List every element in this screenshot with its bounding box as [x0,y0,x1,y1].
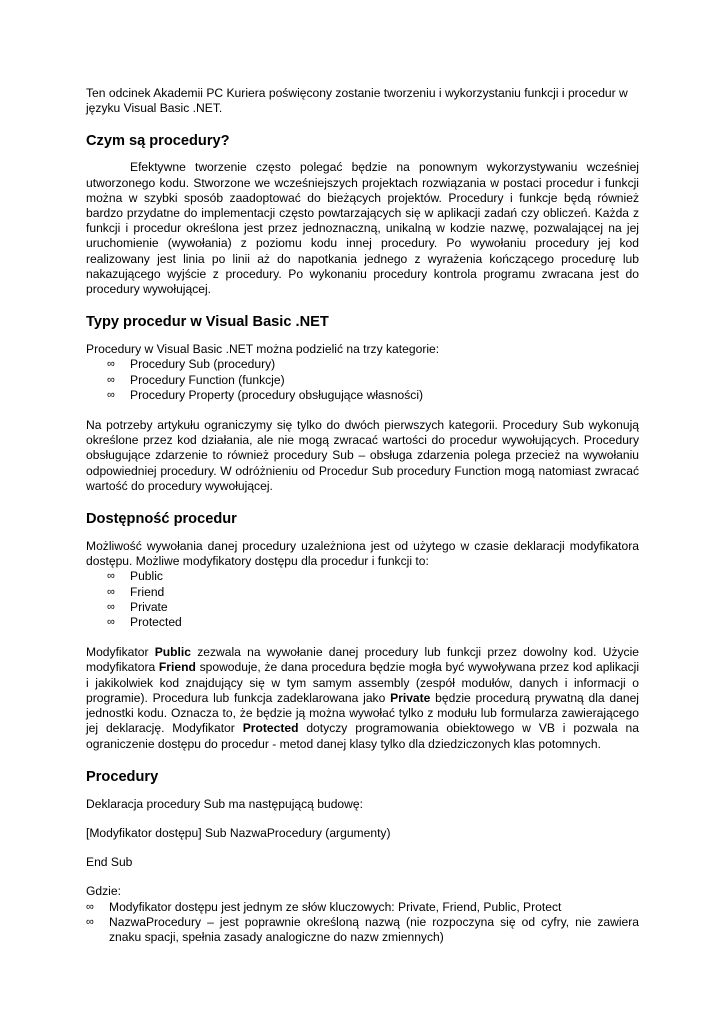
list-item: ∞ Modyfikator dostępu jest jednym ze słów kluczowych: Private, Friend, Public, Protect [86,899,562,914]
infinity-bullet-icon: ∞ [107,373,115,386]
procedures-syntax-line: [Modyfikator dostępu] Sub NazwaProcedury (argumenty) [86,825,391,840]
list-item: ∞ Procedury Property (procedury obsługujące własności) [107,387,424,402]
list-item: ∞ Procedury Sub (procedury) [107,357,276,372]
intro-paragraph: Ten odcinek Akademii PC Kuriera poświęcony zostanie tworzeniu i wykorzystaniu funkcji i procedur w języku Visual Basic .NET. [86,86,628,116]
heading-what-are-procedures: Czym są procedury? [86,133,230,150]
list-item: ∞ Procedury Function (funkcje) [107,372,285,387]
document-page [86,86,639,945]
heading-procedure-types: Typy procedur w Visual Basic .NET [86,314,329,331]
list-item: ∞ NazwaProcedury – jest poprawnie określoną nazwą (nie rozpoczyna się od cyfry, nie zawiera znaku spacji, spełnia zasady analogiczne do nazw zmiennych) [86,914,639,944]
procedures-where-label: Gdzie: [86,884,121,899]
keyword-private: Private [390,690,431,705]
infinity-bullet-icon: ∞ [107,600,115,613]
keyword-friend: Friend [158,660,196,675]
procedures-declaration-intro: Deklaracja procedury Sub ma następującą budowę: [86,796,363,811]
heading-procedures: Procedury [86,768,159,785]
procedure-types-lead: Procedury w Visual Basic .NET można podzielić na trzy kategorie: [86,342,440,357]
access-modifiers-list [86,569,639,630]
infinity-bullet-icon: ∞ [86,900,94,913]
procedures-end-sub: End Sub [86,855,133,870]
infinity-bullet-icon: ∞ [107,585,115,598]
list-item: ∞ Private [107,599,168,614]
procedure-types-paragraph: Na potrzeby artykułu ograniczymy się tylko do dwóch pierwszych kategorii. Procedury Sub wykonują określone przez kod działania, ale nie mogą zwracać wartości do procedur wywołujących. Procedury obsługujące zdarzenie to również procedury Sub – obsługa zdarzenia polega przecież na wywołaniu odpowiedniej procedury. W odróżnieniu od Procedur Sub procedury Function mogą natomiast zwracać wartość do procedury wywołującej. [86,418,639,493]
infinity-bullet-icon: ∞ [107,358,115,371]
keyword-protected: Protected [242,721,299,736]
procedure-types-list [86,357,639,403]
heading-procedure-access: Dostępność procedur [86,511,237,528]
infinity-bullet-icon: ∞ [107,570,115,583]
paragraph-what-are-procedures: Efektywne tworzenie często polegać będzie na ponownym wykorzystywaniu wcześniej utworzonego kodu. Stworzone we wcześniejszych projektach rozwiązania w postaci procedur i funkcji można w szybki sposób zaadoptować do bieżących projektów. Procedury i funkcje będą również bardzo przydatne do implementacji często powtarzających się w aplikacji zadań czy obliczeń. Każda z funkcji i procedur określona jest przez jednoznaczną, unikalną w kodzie nazwę, pozwalającej na jej uruchomienie (wywołania) z poziomu kodu innej procedury. Po wywołaniu procedury jej kod realizowany jest linia po linii aż do napotkania jednego z wyrażenia kończącego procedurę lub nakazującego wyjście z procedury. Po wykonaniu procedury kontrola programu zwracana jest do procedury wywołującej. [86,160,639,297]
infinity-bullet-icon: ∞ [107,388,115,401]
procedure-access-lead: Możliwość wywołania danej procedury uzależniona jest od użytego w czasie deklaracji modyfikatora dostępu. Możliwe modyfikatory dostępu dla procedur i funkcji to: [86,539,639,569]
procedures-definition-list [86,900,639,946]
access-modifiers-paragraph: Modyfikator Public zezwala na wywołanie danej procedury lub funkcji przez dowolny kod. Użycie modyfikatora Friend spowoduje, że dana procedura będzie mogła być wywoływana przez kod aplikacji i jakikolwiek kod znajdujący się w tym samym assembly (zespół modułów, danych i informacji o programie). Procedura lub funkcja zadeklarowana jako Private będzie procedurą prywatną dla danej jednostki kodu. Oznacza to, że będzie ją można wywołać tylko z modułu lub formularza zawierającego jej deklarację. Modyfikator Protected dotyczy programowania obiektowego w VB i pozwala na ograniczenie dostępu do procedur - metod danej klasy tylko dla dziedziczonych klas potomnych. [86,645,640,751]
infinity-bullet-icon: ∞ [86,915,94,928]
infinity-bullet-icon: ∞ [107,616,115,629]
keyword-public: Public [154,645,192,660]
list-item: ∞ Friend [107,584,165,599]
list-item: ∞ Public [107,569,163,584]
list-item: ∞ Protected [107,615,182,630]
